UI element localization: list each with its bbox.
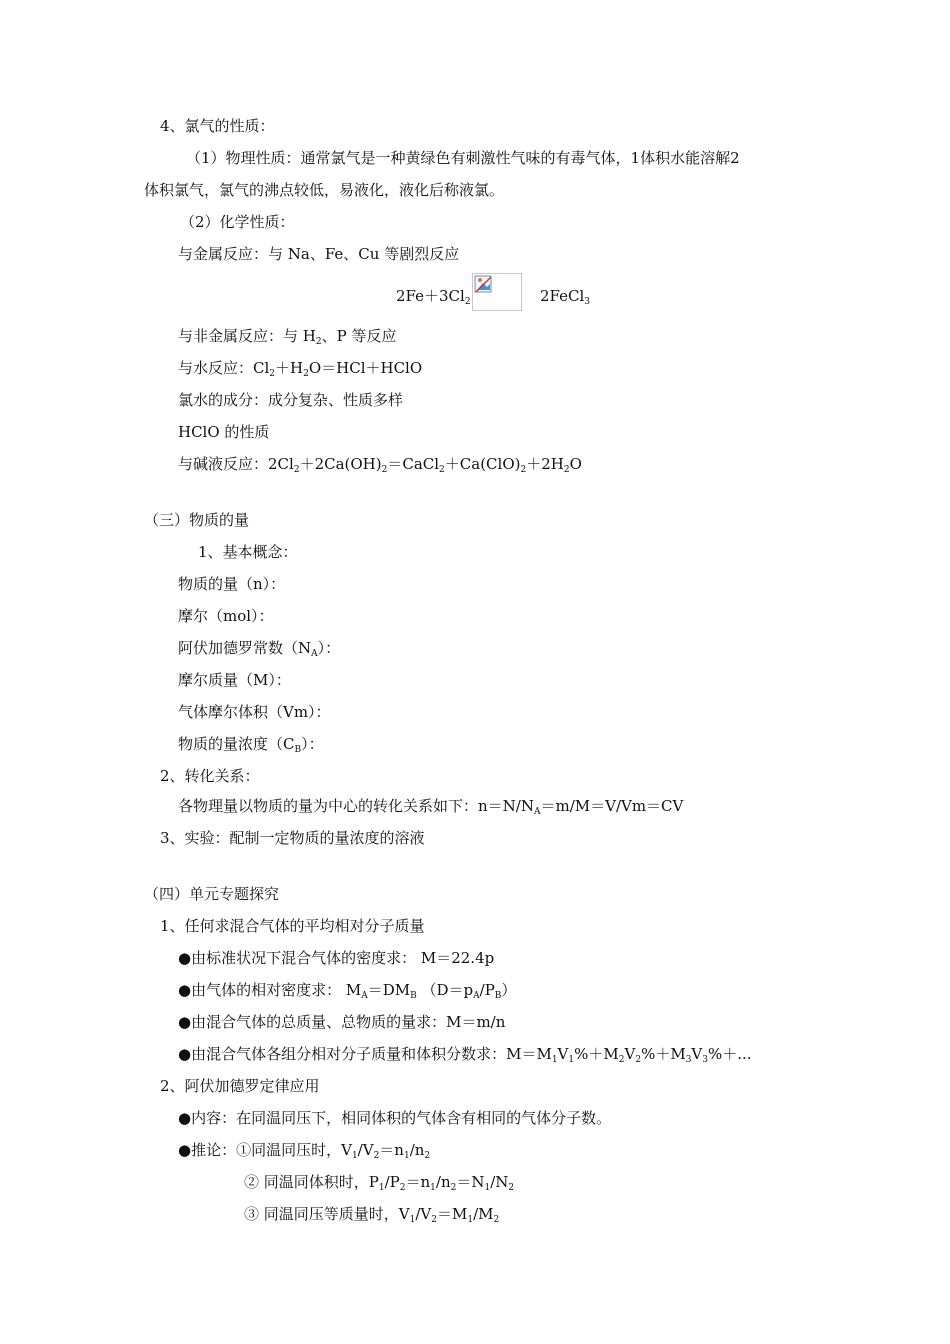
concept-concentration: 物质的量浓度$(C_B)$：	[178, 735, 324, 755]
concept-avogadro: 阿伏加德罗常数$(N_A)$：	[178, 639, 341, 659]
hclo-properties: HClO 的性质	[178, 423, 270, 441]
physical-properties-line1: （1）物理性质：通常氯气是一种黄绿色有刺激性气味的有毒气体，1体积水能溶解2	[186, 149, 740, 167]
concept-molar-mass: 摩尔质量（M）：	[178, 671, 291, 689]
physical-properties-line2: 体积氯气，氯气的沸点较低，易液化，液化后称液氯。	[144, 181, 505, 199]
nonmetal-reaction: 与非金属反应：与 $H_2$、P 等反应	[178, 327, 397, 347]
bullet-total-mass: ●由混合气体的总质量、总物质的量求：M＝m/n	[178, 1013, 506, 1031]
inference-2: ② 同温同体积时，$P_1/P_2=n_1/n_2=N_1/N_2$	[244, 1173, 515, 1193]
inference-1: ●推论：①同温同压时，$V_1/V_2=n_1/n_2$	[178, 1141, 431, 1161]
topic-average-molar-mass: 1、任何求混合气体的平均相对分子质量	[160, 917, 425, 935]
metal-reaction: 与金属反应：与 Na、Fe、Cu 等剧烈反应	[178, 245, 460, 263]
broken-image-icon	[472, 273, 522, 311]
alkali-reaction: 与碱液反应：$2Cl_2+2Ca(OH)_2=CaCl_2+Ca(ClO)_2+2H_2O$	[178, 455, 582, 475]
bullet-volume-fraction: ●由混合气体各组分相对分子质量和体积分数求：$M=M_1V_1\%+M_2V_2\%+M_3V_3\%+$...	[178, 1045, 752, 1065]
conversion-relation: 各物理量以物质的量为中心的转化关系如下：$n=N/N_A=m/M=V/Vm=CV$	[178, 797, 684, 817]
bullet-density: ●由标准状况下混合气体的密度求： M＝22.4p	[178, 949, 495, 967]
concept-amount: 物质的量（n）：	[178, 575, 286, 593]
section-title-amount: （三）物质的量	[144, 511, 250, 529]
conversion-heading: 2、转化关系：	[160, 767, 260, 785]
inference-3: ③ 同温同压等质量时，$V_1/V_2=M_1/M_2$	[244, 1205, 500, 1225]
concept-mole: 摩尔（mol）：	[178, 607, 274, 625]
equation-left: $2Fe+3Cl_2$	[396, 287, 471, 307]
experiment-heading: 3、实验：配制一定物质的量浓度的溶液	[160, 829, 425, 847]
bullet-relative-density: ●由气体的相对密度求： $M_A=DM_B$ $(D=p_A/P_B)$	[178, 981, 517, 1001]
basic-concepts-heading: 1、基本概念：	[198, 543, 298, 561]
section-title-topics: （四）单元专题探究	[144, 885, 280, 903]
equation-right: 2FeCl$_3$	[540, 287, 591, 307]
topic-avogadro-law: 2、阿伏加德罗定律应用	[160, 1077, 320, 1095]
bullet-content: ●内容：在同温同压下，相同体积的气体含有相同的气体分子数。	[178, 1109, 612, 1127]
water-reaction: 与水反应：$Cl_2+H_2O=HCl+HClO$	[178, 359, 423, 379]
chemical-properties-heading: （2）化学性质：	[180, 213, 295, 231]
concept-gas-molar-volume: 气体摩尔体积（Vm）：	[178, 703, 331, 721]
section-title-chlorine: 4、氯气的性质：	[160, 117, 275, 135]
chlorine-water-components: 氯水的成分：成分复杂、性质多样	[178, 391, 404, 409]
